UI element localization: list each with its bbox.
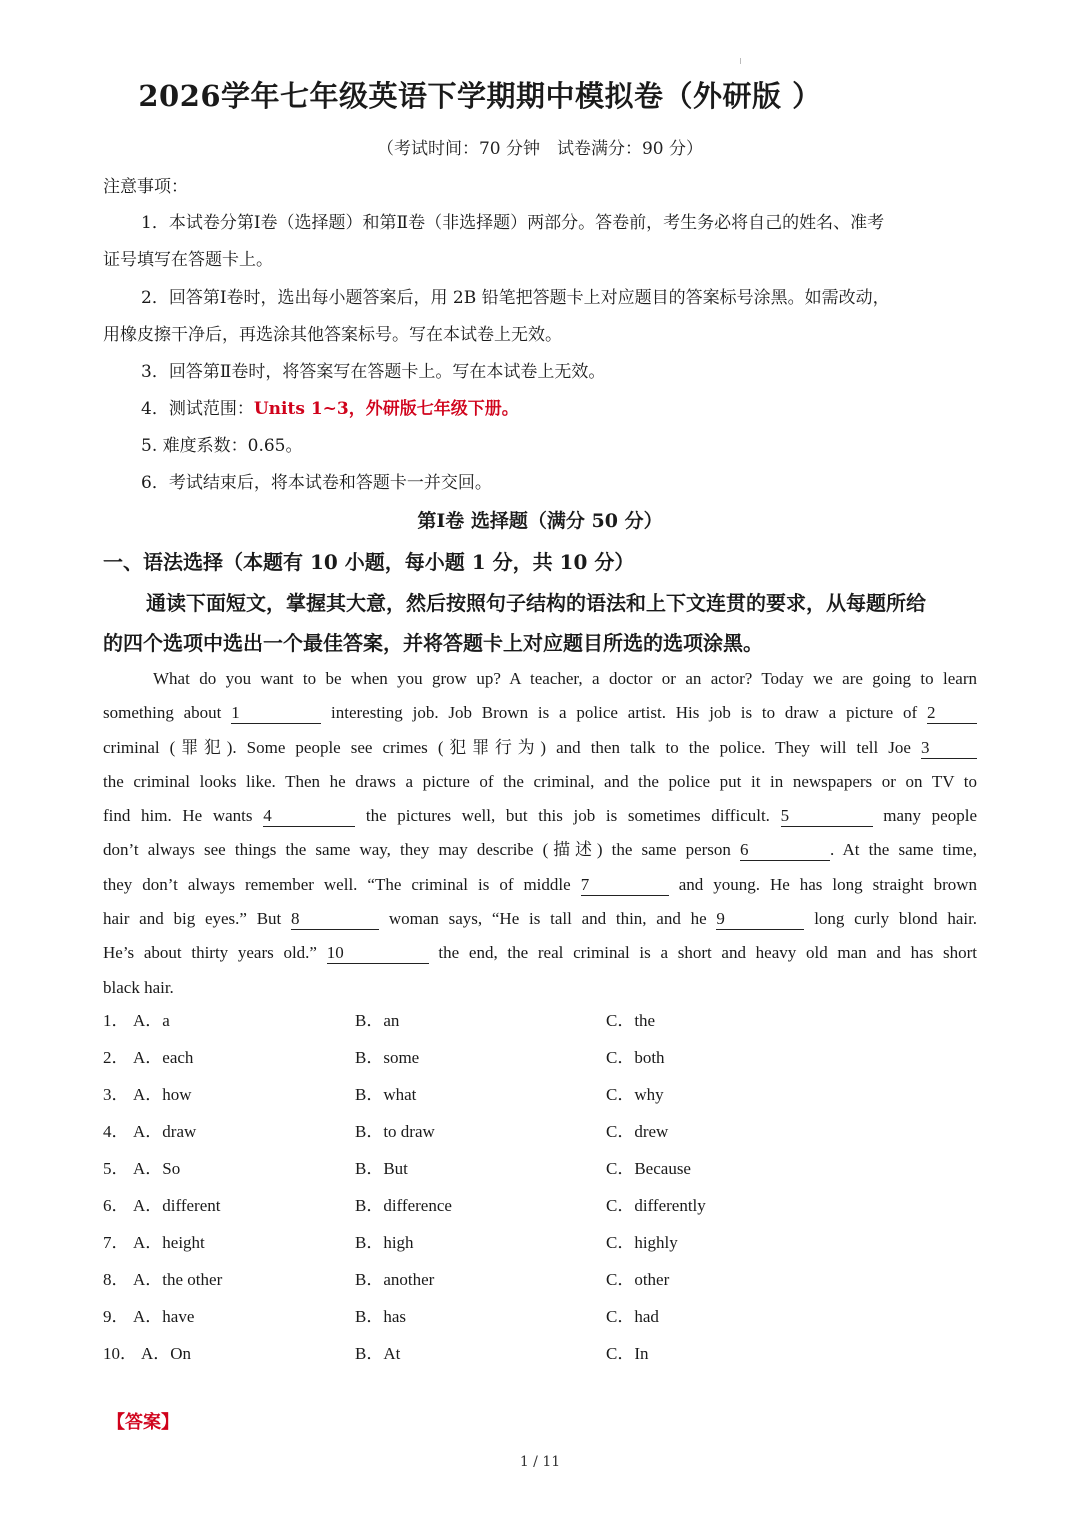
blank-7: 7: [581, 876, 669, 896]
option-a: A．draw: [133, 1122, 197, 1141]
option-c: C．the: [606, 1011, 656, 1030]
instruction-line-b: 的四个选项中选出一个最佳答案，并将答题卡上对应题目所选的选项涂黑。: [103, 631, 763, 655]
note-4-scope: Units 1~3，外研版七年级下册: [253, 399, 502, 419]
note-5: 5. 难度系数：0.65。: [141, 436, 303, 456]
option-a: A．different: [133, 1196, 221, 1215]
question-row: [103, 1302, 1003, 1332]
note-3: 3．回答第Ⅱ卷时，将答案写在答题卡上。写在本试卷上无效。: [141, 362, 606, 382]
passage-text: many people: [883, 806, 977, 826]
passage-line: [103, 731, 977, 765]
question-row: [103, 1191, 1003, 1221]
option-a: A．height: [133, 1233, 205, 1252]
option-c: C．drew: [606, 1122, 669, 1141]
note-4-suffix: 。: [501, 399, 519, 419]
option-a: A．On: [141, 1344, 192, 1363]
exam-title: 2026学年七年级英语下学期期中模拟卷（外研版 ）: [138, 79, 822, 113]
note-2-line-b: 用橡皮擦干净后，再选涂其他答案标号。写在本试卷上无效。: [103, 325, 562, 345]
question-number: 6．: [103, 1196, 129, 1215]
question-row: [103, 1265, 1003, 1295]
blank-5: 5: [781, 807, 873, 827]
passage-text: don’t always see things the same way, they may describe (描述) the same person: [103, 840, 731, 860]
blank-2: 2: [927, 704, 977, 724]
note-1-line-b: 证号填写在答题卡上。: [103, 250, 273, 270]
blank-9: 9: [716, 910, 804, 930]
question-number: 10．: [103, 1344, 137, 1363]
passage-line: black hair.: [103, 977, 174, 997]
note-4-prefix: 4．测试范围：: [141, 399, 254, 419]
passage-text: He’s about thirty years old.”: [103, 943, 317, 963]
option-b: B．high: [355, 1233, 414, 1252]
option-a: A．each: [133, 1048, 194, 1067]
passage-line: [103, 799, 977, 833]
blank-6: 6: [740, 841, 830, 861]
option-c: C．differently: [606, 1196, 706, 1215]
option-b: B．At: [355, 1344, 401, 1363]
option-c: C．why: [606, 1085, 664, 1104]
passage-text: interesting job. Job Brown is a police artist. His job is to draw a picture of: [331, 703, 918, 723]
passage-line: [103, 833, 977, 867]
option-b: B．another: [355, 1270, 435, 1289]
exam-subtitle: （考试时间：70 分钟 试卷满分：90 分）: [376, 139, 704, 159]
page-number: 1 / 11: [519, 1454, 561, 1470]
option-b: B．to draw: [355, 1122, 435, 1141]
question-number: 9．: [103, 1307, 129, 1326]
question-number: 5．: [103, 1159, 129, 1178]
option-c: C．Because: [606, 1159, 691, 1178]
option-c: C．highly: [606, 1233, 678, 1252]
passage-text: hair and big eyes.” But: [103, 909, 282, 929]
passage-text: woman says, “He is tall and thin, and he: [388, 909, 707, 929]
passage-text: something about: [103, 703, 222, 723]
passage-line: the criminal looks like. Then he draws a picture of the criminal, and the police put it in newspapers or on TV to: [103, 771, 977, 791]
note-1-line-a: 1．本试卷分第Ⅰ卷（选择题）和第Ⅱ卷（非选择题）两部分。答卷前，考生务必将自己的姓名、准考: [141, 213, 885, 233]
question-number: 4．: [103, 1122, 129, 1141]
question-row: [103, 1117, 1003, 1147]
passage-text: criminal (罪犯). Some people see crimes (犯罪行为) and then talk to the police. They will tell Joe: [103, 737, 911, 757]
option-b: B．But: [355, 1159, 408, 1178]
passage-text: they don’t always remember well. “The criminal is of middle: [103, 874, 571, 894]
question-number: 8．: [103, 1270, 129, 1289]
notes-heading: 注意事项：: [103, 177, 188, 197]
question-number: 1．: [103, 1011, 129, 1030]
blank-1: 1: [231, 704, 321, 724]
option-b: B．what: [355, 1085, 417, 1104]
passage-line: [103, 902, 977, 936]
passage-text: the pictures well, but this job is sometimes difficult.: [365, 806, 770, 826]
question-row: [103, 1006, 1003, 1036]
question-row: [103, 1043, 1003, 1073]
option-c: C．both: [606, 1048, 665, 1067]
passage-text: long curly blond hair.: [814, 909, 978, 929]
option-c: C．other: [606, 1270, 670, 1289]
option-a: A．a: [133, 1011, 170, 1030]
question-row: [103, 1339, 1003, 1369]
section-title: 第Ⅰ卷 选择题（满分 50 分）: [417, 510, 663, 532]
question-number: 2．: [103, 1048, 129, 1067]
question-number: 7．: [103, 1233, 129, 1252]
passage-line: [103, 868, 977, 902]
option-b: B．has: [355, 1307, 406, 1326]
option-a: A．how: [133, 1085, 192, 1104]
part-title: 一、语法选择（本题有 10 小题，每小题 1 分，共 10 分）: [103, 550, 635, 574]
blank-4: 4: [263, 807, 355, 827]
passage-text: the end, the real criminal is a short and heavy old man and has short: [438, 943, 978, 963]
option-b: B．an: [355, 1011, 400, 1030]
passage-line: [103, 696, 977, 730]
option-c: C．In: [606, 1344, 649, 1363]
blank-10: 10: [327, 944, 429, 964]
scan-mark: [740, 58, 741, 64]
blank-8: 8: [291, 910, 379, 930]
blank-3: 3: [921, 739, 977, 759]
question-number: 3．: [103, 1085, 129, 1104]
answer-label: 【答案】: [107, 1412, 179, 1433]
reading-passage: [103, 662, 977, 1005]
note-2-line-a: 2．回答第Ⅰ卷时，选出每小题答案后，用 2B 铅笔把答题卡上对应题目的答案标号涂黑。如需改动，: [141, 288, 890, 308]
passage-line: [103, 936, 977, 970]
option-a: A．So: [133, 1159, 181, 1178]
option-a: A．the other: [133, 1270, 223, 1289]
note-6: 6．考试结束后，将本试卷和答题卡一并交回。: [141, 473, 492, 493]
instruction-line-a: 通读下面短文，掌握其大意，然后按照句子结构的语法和上下文连贯的要求，从每题所给: [146, 591, 926, 615]
question-row: [103, 1080, 1003, 1110]
question-row: [103, 1228, 1003, 1258]
question-row: [103, 1154, 1003, 1184]
passage-text: find him. He wants: [103, 806, 253, 826]
option-b: B．some: [355, 1048, 420, 1067]
note-4: [141, 394, 519, 419]
passage-text: and young. He has long straight brown: [678, 874, 978, 894]
option-b: B．difference: [355, 1196, 452, 1215]
passage-line: What do you want to be when you grow up? A teacher, a doctor or an actor? Today we are going to learn: [153, 669, 977, 688]
option-c: C．had: [606, 1307, 659, 1326]
passage-text: . At the same time,: [830, 840, 977, 860]
option-a: A．have: [133, 1307, 195, 1326]
